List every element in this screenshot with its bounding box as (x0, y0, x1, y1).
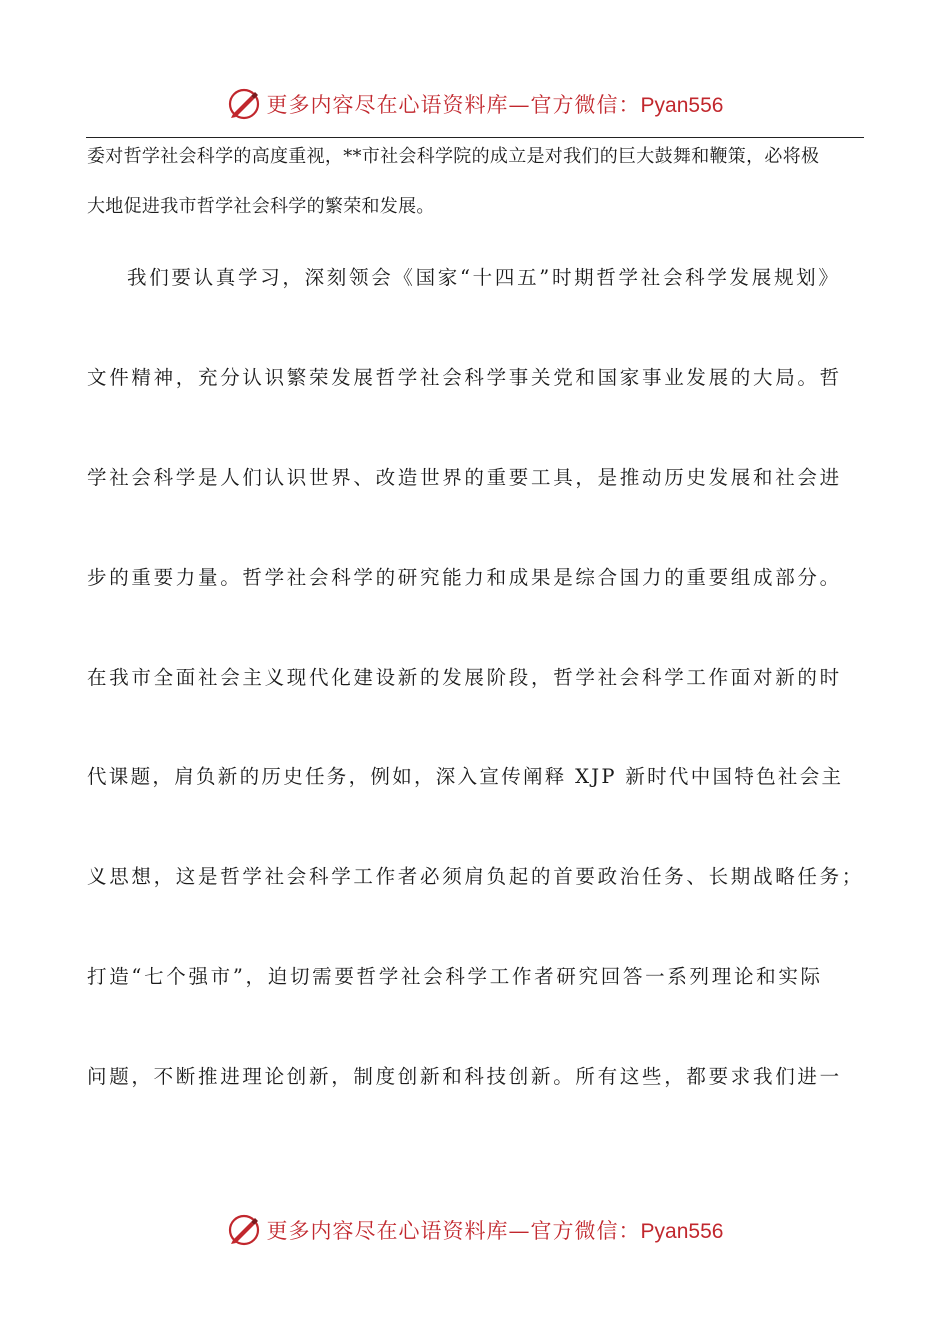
text-line-11: 问题，不断推进理论创新，制度创新和科技创新。所有这些，都要求我们进一 (87, 1065, 842, 1088)
header-rule (86, 137, 864, 138)
text-line-10: 打造“七个强市”，迫切需要哲学社会科学工作者研究回答一系列理论和实际 (87, 965, 823, 988)
footer-banner-text: 更多内容尽在心语资料库—官方微信：Pyan556 (266, 1219, 724, 1243)
header-banner-text: 更多内容尽在心语资料库—官方微信：Pyan556 (266, 93, 724, 117)
pen-logo-icon (227, 1213, 261, 1247)
text-line-4: 文件精神，充分认识繁荣发展哲学社会科学事关党和国家事业发展的大局。哲 (87, 366, 842, 389)
text-line-7: 在我市全面社会主义现代化建设新的发展阶段，哲学社会科学工作面对新的时 (87, 666, 842, 689)
text-line-6: 步的重要力量。哲学社会科学的研究能力和成果是综合国力的重要组成部分。 (87, 566, 842, 589)
text-line-5: 学社会科学是人们认识世界、改造世界的重要工具，是推动历史发展和社会进 (87, 466, 842, 489)
header-wechat-id: Pyan556 (640, 94, 724, 117)
text-line-2: 大地促进我市哲学社会科学的繁荣和发展。 (87, 196, 435, 217)
text-line-9: 义思想，这是哲学社会科学工作者必须肩负起的首要政治任务、长期战略任务； (87, 865, 865, 888)
text-line-3: 我们要认真学习，深刻领会《国家“十四五”时期哲学社会科学发展规划》 (127, 266, 841, 289)
pen-logo-icon (227, 87, 261, 121)
text-line-8: 代课题，肩负新的历史任务，例如，深入宣传阐释 XJP 新时代中国特色社会主 (87, 765, 844, 788)
header-banner (0, 84, 950, 124)
footer-wechat-id: Pyan556 (640, 1220, 724, 1243)
text-line-1: 委对哲学社会科学的高度重视，**市社会科学院的成立是对我们的巨大鼓舞和鞭策，必将极 (87, 146, 820, 167)
footer-banner (0, 1210, 950, 1250)
